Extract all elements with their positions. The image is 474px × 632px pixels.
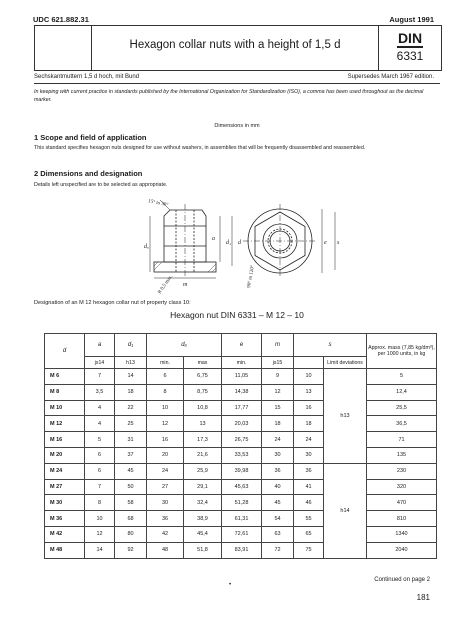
dimensions-table [44, 333, 437, 559]
row-m: 30 [262, 447, 294, 463]
table-row [45, 463, 437, 479]
hatch-line [208, 264, 216, 272]
limit-deviation-h14: h14 [324, 463, 367, 558]
row-mass: 230 [367, 463, 437, 479]
row-d: M 30 [45, 495, 85, 511]
d1-label: d₁ [226, 240, 232, 246]
row-mass: 1340 [367, 526, 437, 542]
row-a: 12 [85, 526, 115, 542]
ds-label: dₐ [144, 244, 149, 250]
section-1-heading: 1 Scope and field of application [34, 133, 147, 142]
row-s: 55 [294, 511, 324, 527]
row-m: 24 [262, 432, 294, 448]
row-a: 14 [85, 542, 115, 558]
row-m: 12 [262, 384, 294, 400]
row-da-min: 8 [147, 384, 184, 400]
row-d1: 68 [115, 511, 147, 527]
row-da-max: 21,6 [184, 447, 222, 463]
row-m: 72 [262, 542, 294, 558]
row-da-min: 10 [147, 400, 184, 416]
page-number: 181 [416, 593, 430, 602]
table-row [45, 432, 437, 448]
row-e: 26,75 [222, 432, 262, 448]
row-m: 63 [262, 526, 294, 542]
row-a: 7 [85, 479, 115, 495]
row-m: 36 [262, 463, 294, 479]
row-da-max: 17,3 [184, 432, 222, 448]
row-m: 18 [262, 416, 294, 432]
row-s: 30 [294, 447, 324, 463]
row-s: 46 [294, 495, 324, 511]
header-a: a [85, 334, 115, 357]
e-label: e [324, 240, 327, 246]
german-title: Sechskantmuttern 1,5 d hoch, mit Bund [34, 74, 140, 80]
limit-deviation-h13: h13 [324, 369, 367, 464]
row-s: 24 [294, 432, 324, 448]
table-row [45, 526, 437, 542]
row-e: 83,91 [222, 542, 262, 558]
subheader-da-max: max [184, 357, 222, 369]
row-mass: 320 [367, 479, 437, 495]
table-row [45, 495, 437, 511]
row-d: M 24 [45, 463, 85, 479]
header-mass: Approx. mass (7,85 kg/dm³), per 1000 units, in kg [367, 334, 437, 369]
subheader-da-min: min. [147, 357, 184, 369]
header-d: d [45, 334, 85, 369]
row-e: 11,05 [222, 369, 262, 385]
row-d1: 45 [115, 463, 147, 479]
din-number: 6331 [396, 49, 424, 63]
row-e: 20,03 [222, 416, 262, 432]
row-da-min: 6 [147, 369, 184, 385]
row-mass: 5 [367, 369, 437, 385]
designation-intro: Designation of an M 12 hexagon collar nut of property class 10: [34, 300, 191, 306]
row-a: 8 [85, 495, 115, 511]
section-2-text: Details left unspecified are to be selected as appropriate. [34, 182, 168, 188]
row-mass: 2040 [367, 542, 437, 558]
table-row [45, 384, 437, 400]
subheader-e: min. [222, 357, 262, 369]
row-da-max: 13 [184, 416, 222, 432]
row-m: 40 [262, 479, 294, 495]
row-m: 45 [262, 495, 294, 511]
row-mass: 36,5 [367, 416, 437, 432]
table-row [45, 479, 437, 495]
subheader-s [294, 357, 324, 369]
row-d1: 31 [115, 432, 147, 448]
row-e: 39,98 [222, 463, 262, 479]
row-d: M 12 [45, 416, 85, 432]
row-da-min: 30 [147, 495, 184, 511]
table-row [45, 511, 437, 527]
row-m: 9 [262, 369, 294, 385]
table-body [45, 369, 437, 559]
row-e: 72,61 [222, 526, 262, 542]
table-row [45, 416, 437, 432]
divider [34, 83, 440, 84]
section-1-text: This standard specifies hexagon nuts designed for use without washers, in assemblies that will be frequently disassembled and reassembled. [34, 145, 366, 151]
row-a: 4 [85, 400, 115, 416]
row-s: 65 [294, 526, 324, 542]
title-blank-cell [35, 26, 92, 70]
row-s: 10 [294, 369, 324, 385]
row-da-max: 25,9 [184, 463, 222, 479]
row-d1: 18 [115, 384, 147, 400]
row-mass: 12,4 [367, 384, 437, 400]
row-da-min: 16 [147, 432, 184, 448]
row-a: 6 [85, 447, 115, 463]
row-e: 61,31 [222, 511, 262, 527]
row-da-min: 27 [147, 479, 184, 495]
din-logo-text: DIN [397, 30, 423, 46]
row-e: 17,77 [222, 400, 262, 416]
row-d1: 58 [115, 495, 147, 511]
angle-top-label: 15° to 30° [147, 199, 169, 209]
row-mass: 25,5 [367, 400, 437, 416]
subheader-limit: Limit deviations [324, 357, 367, 369]
row-s: 75 [294, 542, 324, 558]
row-e: 33,53 [222, 447, 262, 463]
din-logo [379, 31, 441, 45]
row-d1: 14 [115, 369, 147, 385]
row-da-min: 48 [147, 542, 184, 558]
m-label: m [183, 282, 188, 288]
row-da-min: 42 [147, 526, 184, 542]
row-d: M 48 [45, 542, 85, 558]
row-e: 45,63 [222, 479, 262, 495]
header-s: s [294, 334, 367, 357]
title-text: Hexagon collar nuts with a height of 1,5 d [129, 39, 341, 51]
angle-right-label: 90° to 120° [247, 264, 256, 289]
table-row [45, 542, 437, 558]
header-da: dₐ [147, 334, 222, 357]
row-s: 13 [294, 384, 324, 400]
hatch-line [154, 262, 158, 266]
row-da-min: 36 [147, 511, 184, 527]
supersedes-note: Supersedes March 1967 edition. [347, 74, 434, 80]
row-da-max: 32,4 [184, 495, 222, 511]
row-d1: 92 [115, 542, 147, 558]
row-m: 15 [262, 400, 294, 416]
d-label: d [238, 240, 241, 246]
row-s: 18 [294, 416, 324, 432]
table-row [45, 400, 437, 416]
row-d: M 36 [45, 511, 85, 527]
title-block [34, 25, 442, 71]
row-d: M 16 [45, 432, 85, 448]
header-d1: d₁ [115, 334, 147, 357]
row-da-max: 45,4 [184, 526, 222, 542]
header-e: e [222, 334, 262, 357]
row-mass: 135 [367, 447, 437, 463]
row-d: M 27 [45, 479, 85, 495]
row-da-max: 8,75 [184, 384, 222, 400]
row-d: M 6 [45, 369, 85, 385]
row-da-min: 12 [147, 416, 184, 432]
row-mass: 810 [367, 511, 437, 527]
row-s: 41 [294, 479, 324, 495]
row-a: 7 [85, 369, 115, 385]
row-d: M 42 [45, 526, 85, 542]
table-row [45, 369, 437, 385]
header-m: m [262, 334, 294, 357]
row-e: 14,38 [222, 384, 262, 400]
row-d: M 10 [45, 400, 85, 416]
a-label: a [212, 236, 215, 242]
dimensions-note: Dimensions in mm [214, 123, 260, 129]
row-da-max: 6,75 [184, 369, 222, 385]
designation-example: Hexagon nut DIN 6331 – M 12 – 10 [170, 310, 304, 320]
row-d1: 80 [115, 526, 147, 542]
row-a: 6 [85, 463, 115, 479]
page-dot: • [229, 582, 232, 588]
nut-drawing [140, 196, 350, 296]
row-a: 3,5 [85, 384, 115, 400]
row-d1: 22 [115, 400, 147, 416]
table-header-row [45, 334, 437, 357]
subheader-m: js15 [262, 357, 294, 369]
continued-note: Continued on page 2 [374, 577, 430, 583]
row-da-max: 29,1 [184, 479, 222, 495]
row-e: 51,28 [222, 495, 262, 511]
din-cell [378, 26, 441, 70]
hatch-line [212, 268, 216, 272]
row-d: M 8 [45, 384, 85, 400]
row-mass: 71 [367, 432, 437, 448]
row-da-min: 20 [147, 447, 184, 463]
row-da-min: 24 [147, 463, 184, 479]
row-s: 16 [294, 400, 324, 416]
radius-label: R 0,5 max. [157, 274, 175, 296]
row-d1: 50 [115, 479, 147, 495]
row-mass: 470 [367, 495, 437, 511]
row-s: 36 [294, 463, 324, 479]
document-title [91, 39, 379, 51]
subheader-d1: h13 [115, 357, 147, 369]
row-a: 5 [85, 432, 115, 448]
row-d1: 37 [115, 447, 147, 463]
row-da-max: 51,8 [184, 542, 222, 558]
section-2-heading: 2 Dimensions and designation [34, 169, 143, 178]
row-m: 54 [262, 511, 294, 527]
s-label: s [337, 240, 340, 246]
iso-note: In keeping with current practice in standards published by the International Organization for Standardization (ISO), a comma has been used throughout as the decimal marker. [34, 89, 424, 103]
subheader-a: js14 [85, 357, 115, 369]
table-row [45, 447, 437, 463]
hatch-line [154, 262, 162, 270]
row-d: M 20 [45, 447, 85, 463]
issue-date: August 1991 [389, 15, 434, 24]
row-da-max: 38,9 [184, 511, 222, 527]
row-a: 10 [85, 511, 115, 527]
row-da-max: 10,8 [184, 400, 222, 416]
udc-number: UDC 621.882.31 [33, 15, 89, 24]
row-d1: 25 [115, 416, 147, 432]
row-a: 4 [85, 416, 115, 432]
